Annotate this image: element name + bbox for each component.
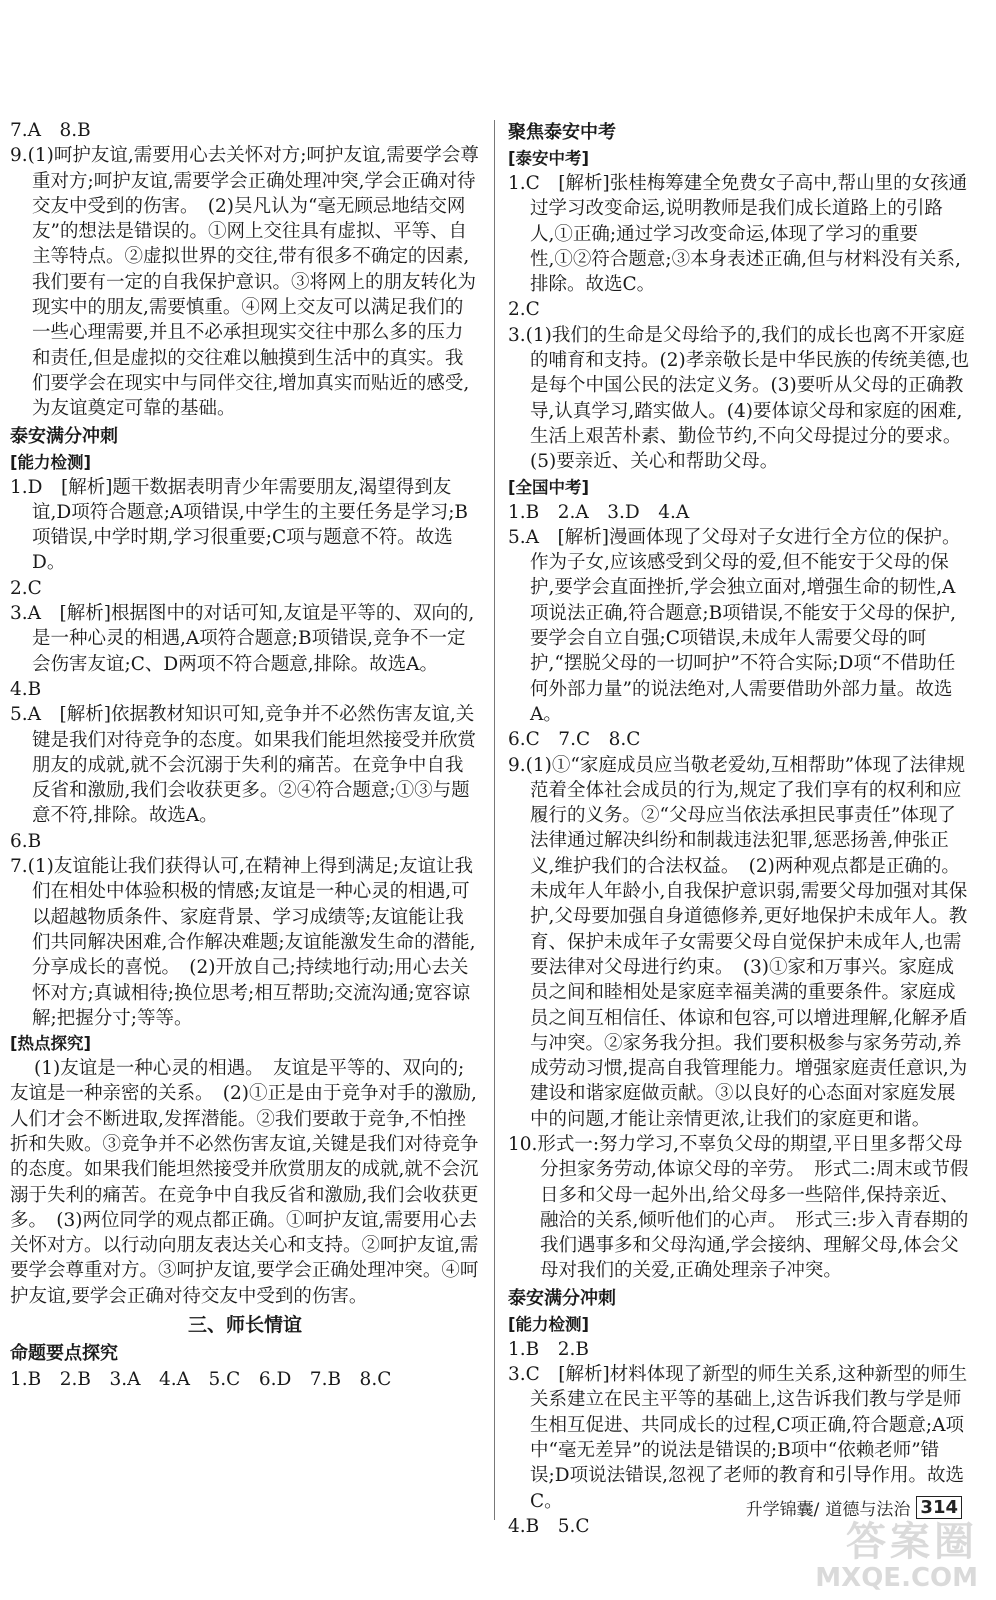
answer-item: 1.B 2.B 3.A 4.A 5.C 6.D 7.B 8.C [10, 1369, 392, 1391]
watermark-logo [788, 1520, 978, 1596]
answer-item: 4.B 5.C [508, 1515, 590, 1537]
answer-item: 9.(1)呵护友谊,需要用心去关怀对方;呵护友谊,需要学会尊重对方;呵护友谊,需要学会正确处理冲突,学会正确对待交友中受到的伤害。 (2)吴凡认为“毫无顾忌地结交网友”的想法是错误的。①网上交往具有虚拟、平等、自主等特点。②虚拟世界的交往,带有很多不确定的因素,我们要有一定的自我保护意识。③将网上的朋友转化为现实中的朋友,需要慎重。④网上交友可以满足我们的一些心理需要,并且不必承担现实交往中那么多的压力和责任,但是虚拟的交往难以触摸到生活中的真实。我们要学会在现实中与同伴交往,增加真实而贴近的感受,为友谊奠定可靠的基础。 [10, 145, 479, 420]
answer-item: 1.C [解析]张桂梅筹建全免费女子高中,帮山里的女孩通过学习改变命运,说明教师是我们成长道路上的引路人,①正确;通过学习改变命运,体现了学习的重要性,①②符合题意;③本身表述正确,但与材料没有关系,排除。故选C。 [508, 173, 968, 296]
column-divider [494, 120, 495, 1520]
footer-book-title: 升学锦囊/ [745, 1500, 820, 1520]
answer-item: 2.C [10, 577, 42, 599]
section-heading: 泰安满分冲刺 [508, 1287, 616, 1309]
section-heading: 命题要点探究 [10, 1343, 118, 1365]
footer-subject: 道德与法治 [825, 1500, 911, 1520]
page-footer [746, 1495, 962, 1520]
right-column [508, 118, 970, 1539]
left-column [10, 118, 480, 1392]
watermark-text: 答案圈 [846, 1519, 978, 1565]
subsection-heading: [全国中考] [508, 477, 590, 497]
section-heading: 聚焦泰安中考 [508, 122, 616, 143]
subsection-heading: [热点探究] [10, 1034, 92, 1054]
answer-paragraph: (1)友谊是一种心灵的相遇。 友谊是平等的、双向的;友谊是一种亲密的关系。 (2)①正是由于竞争对手的激励,人们才会不断进取,发挥潜能。②我们要敢于竞争,不怕挫折和失败。③竞争并不必然伤害友谊,关键是我们对待竞争的态度。如果我们能坦然接受并欣赏朋友的成就,就不会沉溺于失利的痛苦。在竞争中自我反省和激励,我们会收获更多。 (3)两位同学的观点都正确。①呵护友谊,需要用心去关怀对方。以行动向朋友表达关心和支持。②呵护友谊,需要学会尊重对方。③呵护友谊,要学会正确处理冲突。④呵护友谊,要学会正确对待交友中受到的伤害。 [10, 1058, 479, 1307]
answer-item: 7.A 8.B [10, 120, 91, 141]
watermark-url: MXQE.COM [815, 1563, 978, 1593]
subsection-heading: [能力检测] [10, 452, 92, 472]
answer-item: 3.A [解析]根据图中的对话可知,友谊是平等的、双向的,是一种心灵的相遇,A项符合题意;B项错误,竞争不一定会伤害友谊;C、D两项不符合题意,排除。故选A。 [10, 603, 475, 675]
answer-item: 6.C 7.C 8.C [508, 729, 641, 751]
answer-item: 9.(1)①“家庭成员应当敬老爱幼,互相帮助”体现了法律规范着全体社会成员的行为,规定了我们享有的权利和应履行的义务。②“父母应当依法承担民事责任”体现了法律通过解决纠纷和制裁违法犯罪,惩恶扬善,伸张正义,维护我们的合法权益。 (2)两种观点都是正确的。未成年人年龄小,自我保护意识弱,需要父母加强对其保护,父母要加强自身道德修养,更好地保护未成年人。教育、保护未成年子女需要父母自觉保护未成年人,也需要法律对父母进行约束。 (3)①家和万事兴。家庭成员之间和睦相处是家庭幸福美满的重要条件。家庭成员之间互相信任、体谅和包容,可以增进理解,化解矛盾与冲突。②家务我分担。我们要积极参与家务劳动,养成劳动习惯,提高自我管理能力。增强家庭责任意识,为建设和谐家庭做贡献。③以良好的心态面对家庭发展中的问题,才能让亲情更浓,让我们的家庭更和谐。 [508, 754, 968, 1130]
answer-item: 4.B [10, 678, 42, 700]
page-number: 314 [916, 1496, 962, 1519]
answer-item: 5.A [解析]漫画体现了父母对子女进行全方位的保护。作为子女,应该感受到父母的爱,但不能安于父母的保护,要学会直面挫折,学会独立面对,增强生命的韧性,A项说法正确,符合题意;B项错误,不能安于父母的保护,要学会自立自强;C项错误,未成年人需要父母的呵护,“摆脱父母的一切呵护”不符合实际;D项“不借助任何外部力量”的说法绝对,人需要借助外部力量。故选A。 [508, 526, 961, 725]
answer-item: 3.(1)我们的生命是父母给予的,我们的成长也离不开家庭的哺育和支持。(2)孝亲敬长是中华民族的传统美德,也是每个中国公民的法定义务。(3)要听从父母的正确教导,认真学习,踏实做人。(4)要体谅父母和家庭的困难,生活上艰苦朴素、勤俭节约,不向父母提过分的要求。(5)要亲近、关心和帮助父母。 [508, 324, 970, 473]
answer-item: 1.B 2.A 3.D 4.A [508, 501, 690, 523]
answer-item: 7.(1)友谊能让我们获得认可,在精神上得到满足;友谊让我们在相处中体验积极的情感;友谊是一种心灵的相遇,可以超越物质条件、家庭背景、学习成绩等;友谊能让我们共同解决困难,合作解决难题;友谊能激发生命的潜能,分享成长的喜悦。 (2)开放自己;持续地行动;用心去关怀对方;真诚相待;换位思考;相互帮助;交流沟通;宽容谅解;把握分寸;等等。 [10, 856, 476, 1029]
answer-item: 3.C [解析]材料体现了新型的师生关系,这种新型的师生关系建立在民主平等的基础上,这告诉我们教与学是师生相互促进、共同成长的过程,C项正确,符合题意;A项中“毫无差异”的说法是错误的;B项中“依赖老师”错误;D项说法错误,忽视了老师的教育和引导作用。故选C。 [508, 1364, 968, 1512]
answer-item: 6.B [10, 830, 42, 852]
answer-item: 1.D [解析]题干数据表明青少年需要朋友,渴望得到友谊,D项符合题意;A项错误,中学生的主要任务是学习;B项错误,中学时期,学习很重要;C项与题意不符。故选D。 [10, 476, 469, 574]
answer-item: 5.A [解析]依据教材知识可知,竞争并不必然伤害友谊,关键是我们对待竞争的态度。如果我们能坦然接受并欣赏朋友的成就,就不会沉溺于失利的痛苦。在竞争中自我反省和激励,我们会收获更多。②④符合题意;①③与题意不符,排除。故选A。 [10, 704, 477, 827]
chapter-title: 三、师长情谊 [187, 1314, 302, 1337]
subsection-heading: [泰安中考] [508, 149, 590, 168]
section-heading: 泰安满分冲刺 [10, 425, 118, 447]
answer-item: 10.形式一:努力学习,不辜负父母的期望,平日里多帮父母分担家务劳动,体谅父母的辛劳。 形式二:周末或节假日多和父母一起外出,给父母多一些陪伴,保持亲近、融洽的关系,倾听他们的心声。 形式三:步入青春期的我们遇事多和父母沟通,学会接纳、理解父母,体会父母对我们的关爱,正确处理亲子冲突。 [508, 1133, 969, 1282]
answer-item: 2.C [508, 299, 540, 321]
answer-item: 1.B 2.B [508, 1338, 589, 1360]
subsection-heading: [能力检测] [508, 1314, 590, 1334]
